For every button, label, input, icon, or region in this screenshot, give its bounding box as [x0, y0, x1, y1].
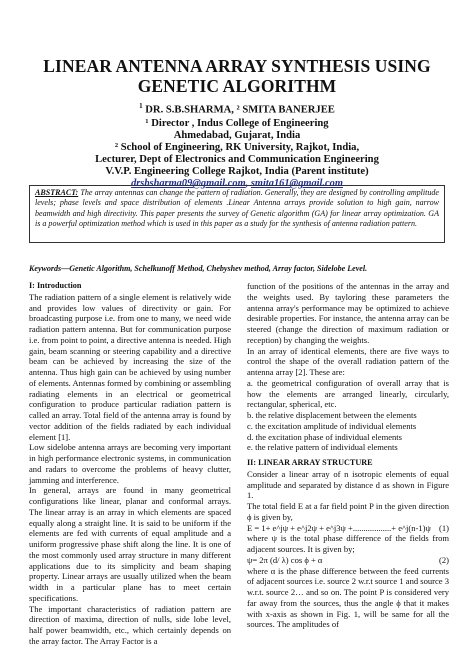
list-item-c: c. the excitation amplitude of individual elements: [247, 420, 417, 431]
author-names: DR. S.B.SHARMA, ² SMITA BANERJEE: [145, 104, 335, 116]
right-column: [247, 281, 449, 630]
intro-paragraph-3: In general, arrays are found in many geometrical configurations like linear, planar and conformal arrays. The linear array is an array in which elements are spaced equally along a straight line. It is said to be uniform if the elements are fed with currents of equal amplitude and a uniform progressive phase shift along the line. It is one of the most commonly used array structure in many different applications due to its simplicity and beam shaping property. Linear arrays are usually utilized when the beam width in a particular plane has to meet certain specifications.: [29, 485, 231, 603]
left-column: [29, 281, 231, 647]
section-2-paragraph-2: The total field E at a far field point P in the given direction ϕ is given by,: [247, 501, 449, 522]
section-2-paragraph-1: Consider a linear array of n isotropic elements of equal amplitude and separated by distance d as shown in Figure 1.: [247, 468, 449, 501]
authors: [0, 100, 474, 117]
list-item-e: e. the relative pattern of individual elements: [247, 442, 398, 453]
keywords: Keywords—Genetic Algorithm, Schelkunoff Method, Chebyshev method, Array factor, Sidelobe Level.: [29, 264, 368, 273]
equation-2-body: ψ= 2π (d/ λ) cos ϕ + α: [247, 554, 323, 565]
equation-2: [247, 555, 449, 566]
paper-title-line2: GENETIC ALGORITHM: [137, 76, 337, 96]
abstract-text: The array antennas can change the pattern of radiation. Generally, they are designed by controlling amplitude levels; phase levels and space distribution of elements .Linear Antenna arrays provide solution to high gain, narrow beamwidth and high directivity. This paper presents the survey of Genetic algorithm (GA) for linear array optimization. GA is a powerful optimization method which is used in this paper as a study for the synthesis of antenna radiation pattern.: [35, 188, 439, 229]
section-2-heading: II: LINEAR ARRAY STRUCTURE: [247, 458, 373, 467]
section-1-heading: I: Introduction: [29, 281, 82, 290]
list-item-d: d. the excitation phase of individual elements: [247, 431, 402, 442]
email-link-2[interactable]: smita161@gmail.com: [250, 178, 343, 189]
equation-1: [247, 523, 449, 534]
right-paragraph-2: In an array of identical elements, there are five ways to control the shape of the overall radiation pattern of the antenna array [2]. These are:: [247, 345, 449, 377]
equation-1-number: (1): [439, 522, 449, 533]
affiliation-line-5: V.V.P. Engineering College Rajkot, India (Parent institute): [105, 166, 369, 177]
intro-paragraph-4: The important characteristics of radiation pattern are direction of maxima, direction of nulls, side lobe level, half power beamwidth, etc., which certainly depends on the array factor. The Array Factor is a: [29, 603, 231, 646]
section-2-paragraph-4: where α is the phase difference between the feed currents of adjacent sources i.e. source 2 w.r.t source 1 and source 3 w.r.t. source 2… and so on. The point P is considered very far away from the sources, thus the angle ϕ that it makes with x-axis as shown in Fig. 1, will be same for all the sources. The amplitudes of: [247, 565, 449, 630]
paper-title-line1: LINEAR ANTENNA ARRAY SYNTHESIS USING: [43, 56, 431, 76]
affiliation-line-1: ¹ Director , Indus College of Engineering: [145, 118, 329, 129]
affiliation-line-3: ² School of Engineering, RK University, Rajkot, India,: [114, 142, 360, 153]
equation-2-number: (2): [439, 554, 449, 565]
list-item-b: b. the relative displacement between the elements: [247, 410, 417, 420]
affiliation-line-4: Lecturer, Dept of Electronics and Communication Engineering: [95, 154, 379, 165]
intro-paragraph-2: Low sidelobe antenna arrays are becoming very important in high performance electronic systems, in communication and radars to overcome the problems of heavy clutter, jamming and interference.: [29, 442, 231, 485]
equation-1-body: E = 1+ e^jψ + e^j2ψ + e^j3ψ +..................+ e^j(n-1)ψ: [247, 522, 431, 533]
list-item-a: a. the geometrical configuration of overall array that is how the elements are arranged linearly, circularly, rectangular, spherical, etc.: [247, 377, 449, 410]
abstract-box: [29, 185, 445, 243]
email-separator: ,: [245, 178, 249, 189]
email-link-1[interactable]: drsbsharma09@gmail.com: [131, 178, 246, 189]
right-paragraph-1: function of the positions of the antennas in the array and the weights used. By tayloring these parameters the antenna array's performance may be optimized to achieve desirable properties. For instance, the antenna array can be steered (change the direction of maximum radiation or reception) by changing the weights.: [247, 281, 449, 345]
intro-paragraph-1: The radiation pattern of a single element is relatively wide and provides low values of directivity or gain. For broadcasting purpose i.e. from one to many, we need wide radiation pattern antenna. But for communication purpose i.e. from point to point, a directive antenna is needed. High gain, beam scanning or steering capability and a directive beam can be achieved by increasing the size of the antenna. Thus high gain can be achieved by using number of elements. Antennas formed by combining or assembling radiating elements in an electrical or geometrical configuration to produce particular radiation pattern is called an array. Total field of the antenna array is found by vector addition of the fields radiated by each individual element [1].: [29, 291, 231, 442]
abstract-label: ABSTRACT:: [35, 188, 79, 197]
author-prefix: 1: [139, 102, 143, 110]
affiliation-line-2: Ahmedabad, Gujarat, India: [173, 130, 301, 141]
section-2-paragraph-3: where ψ is the total phase difference of the fields from adjacent sources. It is given by;: [247, 533, 449, 554]
